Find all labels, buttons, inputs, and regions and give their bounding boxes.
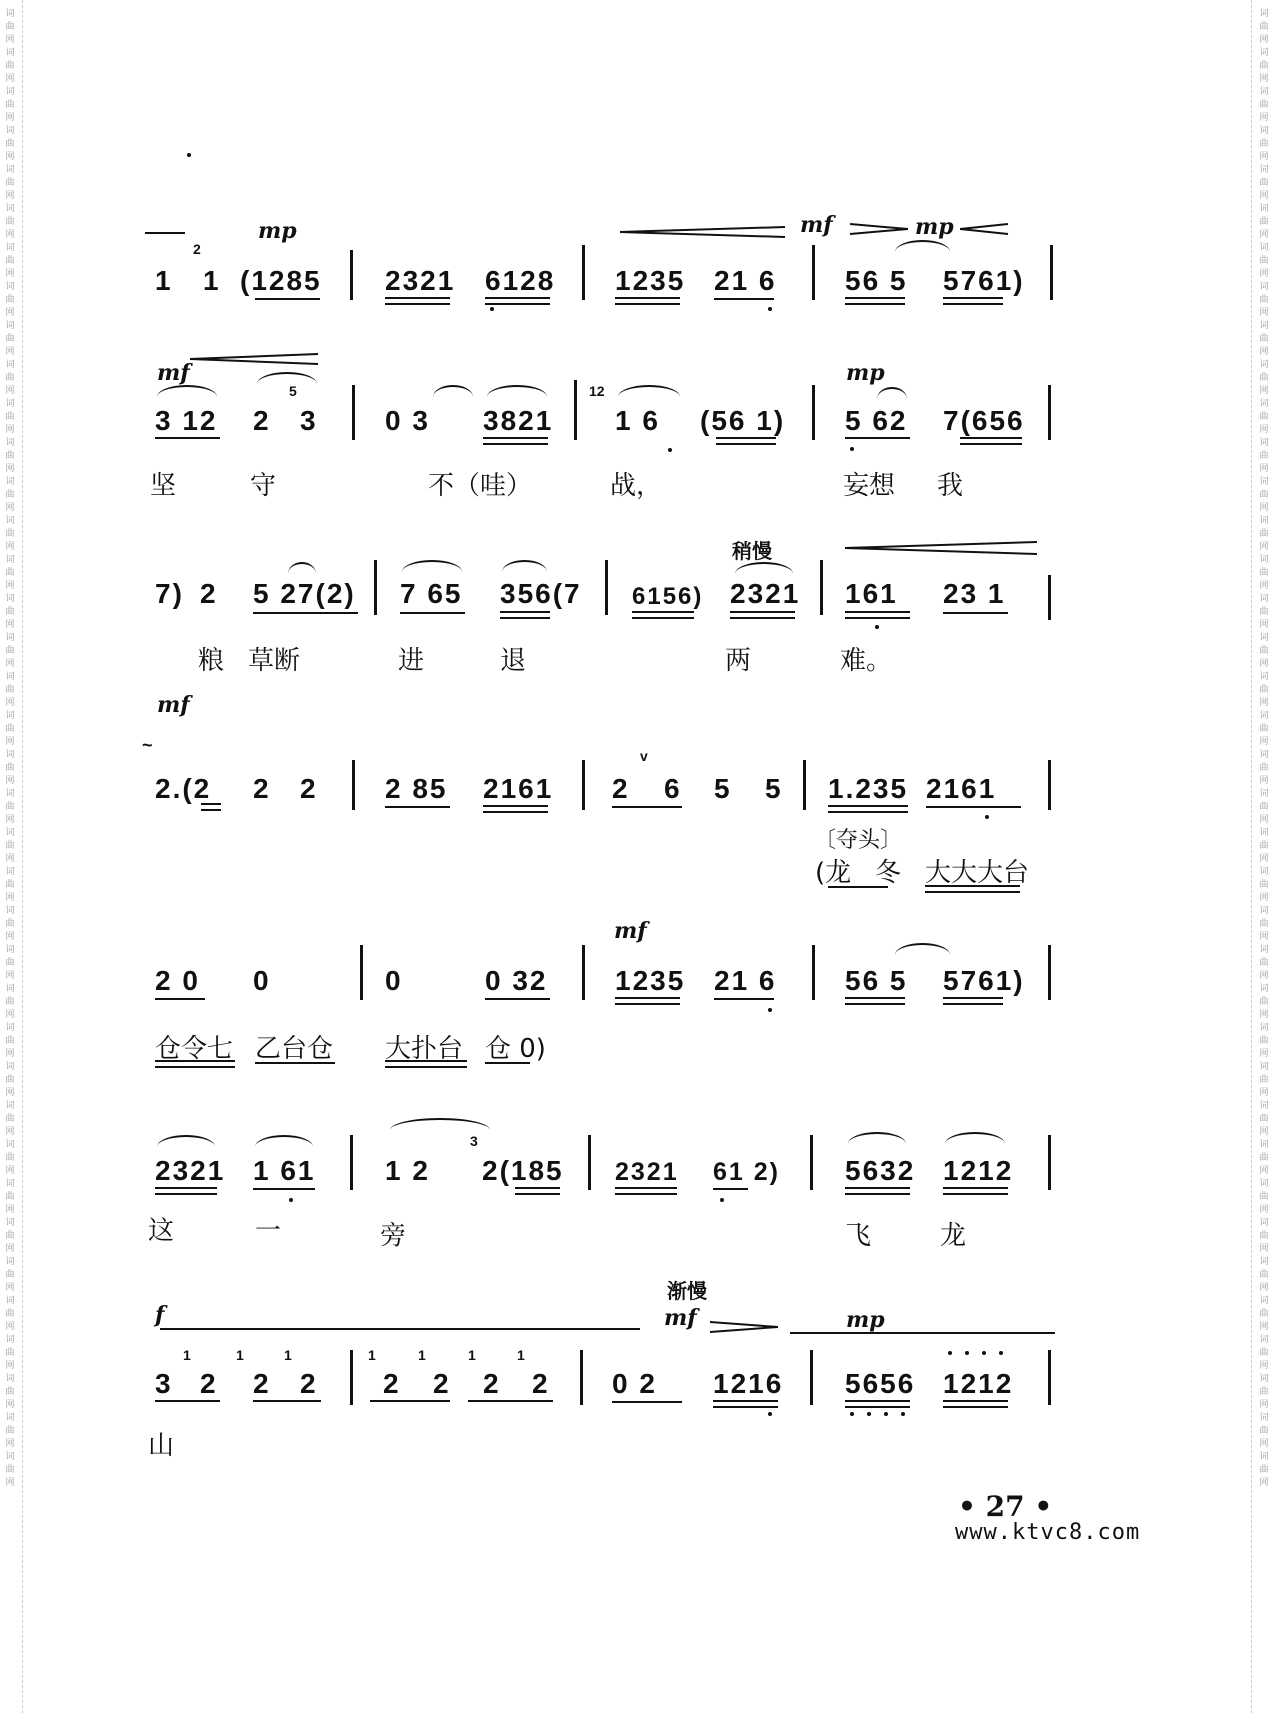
lyric: 粮 xyxy=(198,646,225,676)
note-group: 2(185 xyxy=(482,1155,564,1186)
bar-line xyxy=(820,560,823,615)
percussion-syllable: 仓 0) xyxy=(485,1034,546,1064)
page-number: • 27 • xyxy=(958,1490,1053,1523)
note-number: 2 xyxy=(483,1368,501,1399)
note-group: 1.235 xyxy=(828,773,909,804)
beam-line xyxy=(485,998,550,1000)
lyric: 两 xyxy=(725,646,752,676)
lyric: 进 xyxy=(398,646,425,676)
decrescendo-hairpin xyxy=(850,222,910,236)
dynamic-mark: mp xyxy=(258,218,297,244)
beam-line xyxy=(612,1401,682,1403)
octave-dot xyxy=(901,1412,905,1416)
grace-note: 3 xyxy=(470,1133,478,1149)
beam-line xyxy=(845,437,910,439)
bar-line xyxy=(803,760,806,810)
note-group: 5761) xyxy=(943,965,1025,996)
beam-line xyxy=(714,998,774,1000)
beam-line xyxy=(943,1187,1008,1195)
note-group: 6128 xyxy=(485,265,556,296)
note-group: 7 65 xyxy=(400,578,463,609)
beam-line xyxy=(485,1062,530,1064)
note-group: 2321 xyxy=(730,578,801,609)
beam-line xyxy=(943,297,1003,305)
octave-dot xyxy=(668,448,672,452)
note-group: 356(7 xyxy=(500,578,582,609)
note-number: 3 xyxy=(300,405,318,436)
beam-line xyxy=(400,612,465,614)
percussion-syllable: 大扑台 xyxy=(385,1034,464,1064)
decrescendo-hairpin xyxy=(710,1320,780,1334)
bar-line xyxy=(360,945,363,1000)
bar-line xyxy=(350,250,353,300)
right-edge-strip xyxy=(1251,0,1274,1713)
dynamic-mark: mf xyxy=(664,1305,697,1331)
bar-line xyxy=(582,760,585,810)
note-group: 3821 xyxy=(483,405,554,436)
beam-line xyxy=(612,806,682,808)
beam-line xyxy=(370,1400,450,1402)
percussion-syllable: 乙台仓 xyxy=(255,1034,334,1064)
slur xyxy=(877,387,907,399)
note-group: 5632 xyxy=(845,1155,916,1186)
lyric: 这 xyxy=(148,1216,175,1246)
percussion-syllable: (龙 xyxy=(815,858,852,888)
bar-line xyxy=(1048,760,1051,810)
note-group: 2 85 xyxy=(385,773,448,804)
slur xyxy=(157,1135,215,1147)
slur xyxy=(390,1118,490,1130)
octave-dot xyxy=(720,1198,724,1202)
note-group: 1212 xyxy=(943,1155,1014,1186)
octave-dot xyxy=(867,1412,871,1416)
grace-note: 5 xyxy=(289,383,297,399)
note-group: (1285 xyxy=(240,265,322,296)
bar-line xyxy=(582,945,585,1000)
note-group: 161 xyxy=(845,578,898,609)
dynamic-mark: mf xyxy=(157,692,190,718)
percussion-syllable: 仓令七 xyxy=(155,1034,234,1064)
note-group: (56 1) xyxy=(700,405,786,436)
beam-line xyxy=(925,885,1020,893)
octave-dot xyxy=(850,447,854,451)
lyric: 战， xyxy=(610,471,663,501)
note-group: 5 27(2) xyxy=(253,578,356,609)
grace-note: 1 xyxy=(236,1347,244,1363)
tie-line xyxy=(145,232,185,238)
bar-line xyxy=(810,1350,813,1405)
note-group: 7(656 xyxy=(943,405,1025,436)
note-number: 0 xyxy=(253,965,271,996)
note-group: 1212 xyxy=(943,1368,1014,1399)
site-watermark: www.ktvc8.com xyxy=(955,1520,1141,1545)
bar-line xyxy=(350,1135,353,1190)
beam-line xyxy=(253,612,358,614)
beam-line xyxy=(615,297,680,305)
bar-line xyxy=(588,1135,591,1190)
bar-line xyxy=(352,385,355,440)
octave-dot xyxy=(768,307,772,311)
bar-line xyxy=(1048,1135,1051,1190)
note-group: 21 6 xyxy=(714,965,777,996)
note-group: 23 1 xyxy=(943,578,1006,609)
crescendo-hairpin xyxy=(190,352,320,366)
octave-dot xyxy=(982,1351,986,1355)
octave-dot xyxy=(850,1412,854,1416)
grace-note: 1 xyxy=(418,1347,426,1363)
beam-line xyxy=(845,1187,910,1195)
note-number: 2 xyxy=(612,773,630,804)
bar-line xyxy=(1048,575,1051,620)
beam-line xyxy=(385,1060,467,1068)
slur xyxy=(402,560,462,572)
lyric: 山 xyxy=(148,1431,175,1461)
beam-line xyxy=(632,611,694,619)
slur xyxy=(895,240,950,252)
note-number: 0 xyxy=(385,965,403,996)
crescendo-hairpin xyxy=(620,225,790,239)
beam-line xyxy=(485,297,550,305)
beam-line xyxy=(943,997,1003,1005)
note-number: 2 xyxy=(253,773,271,804)
beam-line xyxy=(500,611,550,619)
octave-dot xyxy=(875,625,879,629)
note-number: 2 xyxy=(300,773,318,804)
note-group: 56 5 xyxy=(845,265,908,296)
beam-line xyxy=(716,437,776,445)
page-number-value: 27 xyxy=(985,1490,1025,1523)
beam-line xyxy=(730,611,795,619)
note-group: 5 62 xyxy=(845,405,908,436)
note-group: 0 2 xyxy=(612,1368,657,1399)
note-group: 2.(2 xyxy=(155,773,212,804)
lyric: 龙 xyxy=(940,1221,967,1251)
dynamic-mark: mp xyxy=(846,360,885,386)
beam-line xyxy=(483,437,548,445)
slur xyxy=(255,1135,313,1147)
lyric: 草断 xyxy=(248,646,301,676)
beam-line xyxy=(255,1062,335,1064)
octave-dot xyxy=(490,307,494,311)
slur xyxy=(487,385,547,397)
lyric: 我 xyxy=(937,471,964,501)
note-group: 2161 xyxy=(483,773,554,804)
note-number: 2 xyxy=(200,578,218,609)
note-number: 2 xyxy=(253,405,271,436)
bar-line xyxy=(574,380,577,440)
trill-mark: ~ xyxy=(142,735,153,755)
note-group: 6156) xyxy=(632,583,704,610)
beam-line xyxy=(713,1188,748,1190)
octave-dot xyxy=(985,815,989,819)
note-number: 1 xyxy=(155,265,173,296)
beam-line xyxy=(960,437,1022,445)
note-number: 2 xyxy=(200,1368,218,1399)
octave-dot xyxy=(999,1351,1003,1355)
bar-line xyxy=(580,1350,583,1405)
beam-line xyxy=(845,611,910,619)
crescendo-hairpin xyxy=(960,222,1010,236)
lyric: 飞 xyxy=(845,1221,872,1251)
beam-line xyxy=(828,886,888,888)
note-number: 2 xyxy=(383,1368,401,1399)
beam-line xyxy=(155,1400,220,1402)
note-number: 1 xyxy=(203,265,221,296)
beam-line xyxy=(201,803,221,811)
beam-line xyxy=(926,806,1021,808)
slur xyxy=(288,562,316,574)
tempo-marking: 稍慢 xyxy=(732,539,772,563)
note-number: 3 xyxy=(155,1368,173,1399)
bar-line xyxy=(582,245,585,300)
grace-note: 1 xyxy=(284,1347,292,1363)
crescendo-hairpin xyxy=(845,540,1040,556)
beam-line xyxy=(468,1400,553,1402)
note-group: 1 6 xyxy=(615,405,660,436)
dynamic-mark: mp xyxy=(846,1307,885,1333)
lyric: 不（哇） xyxy=(428,471,533,501)
beam-line xyxy=(155,998,205,1000)
note-group: 5761) xyxy=(943,265,1025,296)
beam-line xyxy=(255,298,320,300)
bar-line xyxy=(812,945,815,1000)
note-group: 1235 xyxy=(615,965,686,996)
grace-note: 1 xyxy=(368,1347,376,1363)
note-group: 61 2) xyxy=(713,1158,780,1186)
octave-dot xyxy=(768,1412,772,1416)
note-number: 2 xyxy=(532,1368,550,1399)
beam-line xyxy=(845,997,905,1005)
beam-line xyxy=(615,1187,677,1195)
beam-line xyxy=(713,1400,778,1408)
dynamic-line xyxy=(790,1332,1055,1334)
beam-line xyxy=(845,1400,910,1408)
octave-dot xyxy=(965,1351,969,1355)
bar-line xyxy=(812,385,815,440)
note-group: 2161 xyxy=(926,773,997,804)
note-group: 2 0 xyxy=(155,965,200,996)
breath-mark: v xyxy=(640,748,648,764)
slur xyxy=(257,372,317,384)
beam-line xyxy=(155,1187,217,1195)
note-group: 2321 xyxy=(155,1155,226,1186)
edge-watermark-text: 词 曲 网 词 曲 网 词 曲 网 词 曲 网 词 曲 网 词 曲 网 词 曲 网 词 曲 网 词 曲 网 词 曲 网 词 曲 网 词 曲 网 词 曲 网 词 曲 网 词 曲 网 词 曲 网 词 曲 网 词 曲 网 词 曲 网 词 曲 网 词 曲 网 词 曲 网 词 曲 网 词 曲 网 词 曲 网 词 曲 网 词 曲 网 词 曲 网 词 曲 网 词 曲 网 词 曲 网 词 曲 网 词 曲 网 词 曲 网 词 曲 网 词 曲 网 词 曲 网 词 曲 网 xyxy=(1259,9,1269,1488)
lyric: 退 xyxy=(500,646,527,676)
beam-line xyxy=(615,997,680,1005)
edge-watermark-text: 词 曲 网 词 曲 网 词 曲 网 词 曲 网 词 曲 网 词 曲 网 词 曲 网 词 曲 网 词 曲 网 词 曲 网 词 曲 网 词 曲 网 词 曲 网 词 曲 网 词 曲 网 词 曲 网 词 曲 网 词 曲 网 词 曲 网 词 曲 网 词 曲 网 词 曲 网 词 曲 网 词 曲 网 词 曲 网 词 曲 网 词 曲 网 词 曲 网 词 曲 网 词 曲 网 词 曲 网 词 曲 网 词 曲 网 词 曲 网 词 曲 网 词 曲 网 词 曲 网 词 曲 网 xyxy=(5,9,15,1488)
beam-line xyxy=(515,1187,560,1195)
slur xyxy=(618,385,680,397)
note-number: 6 xyxy=(664,773,682,804)
percussion-syllable: 大大大台 xyxy=(925,858,1030,888)
grace-note: 1 xyxy=(517,1347,525,1363)
note-group: 1 61 xyxy=(253,1155,316,1186)
bar-line xyxy=(1050,245,1053,300)
beam-line xyxy=(385,297,450,305)
beam-line xyxy=(483,805,548,813)
slur xyxy=(433,385,473,397)
bar-line xyxy=(810,1135,813,1190)
bar-line xyxy=(1048,1350,1051,1405)
bar-line xyxy=(350,1350,353,1405)
beam-line xyxy=(714,298,774,300)
slur xyxy=(157,385,217,397)
note-group: 3 12 xyxy=(155,405,218,436)
bar-line xyxy=(1048,945,1051,1000)
lyric: 旁 xyxy=(380,1221,407,1251)
bar-line xyxy=(352,760,355,810)
note-group: 1216 xyxy=(713,1368,784,1399)
beam-line xyxy=(943,1400,1008,1408)
beam-line xyxy=(155,1060,235,1068)
grace-note: 1 xyxy=(183,1347,191,1363)
beam-line xyxy=(943,612,1008,614)
octave-dot xyxy=(884,1412,888,1416)
left-edge-strip xyxy=(0,0,23,1713)
note-group: 21 6 xyxy=(714,265,777,296)
octave-dot xyxy=(289,1198,293,1202)
beam-line xyxy=(155,437,220,439)
beam-line xyxy=(828,805,908,813)
note-number: 2 xyxy=(253,1368,271,1399)
bar-line xyxy=(374,560,377,615)
dynamic-mark: mf xyxy=(157,360,190,386)
grace-note: 2 xyxy=(193,241,201,257)
note-number: 2 xyxy=(433,1368,451,1399)
bar-line xyxy=(605,560,608,615)
octave-dot xyxy=(948,1351,952,1355)
tempo-marking: 渐慢 xyxy=(667,1279,707,1303)
note-group: 7) xyxy=(155,578,184,609)
note-group: 1235 xyxy=(615,265,686,296)
note-group: 2321 xyxy=(385,265,456,296)
octave-dot xyxy=(768,1008,772,1012)
dynamic-mark: f xyxy=(155,1302,165,1328)
dynamic-mark: mf xyxy=(614,918,647,944)
beam-line xyxy=(385,806,450,808)
beam-line xyxy=(845,297,905,305)
note-number: 2 xyxy=(300,1368,318,1399)
slur xyxy=(945,1132,1005,1144)
speck xyxy=(187,153,191,157)
note-group: 0 32 xyxy=(485,965,548,996)
grace-note: 12 xyxy=(589,383,605,399)
percussion-label: 〔夺头〕 xyxy=(814,828,903,853)
beam-line xyxy=(253,1400,321,1402)
note-group: 5656 xyxy=(845,1368,916,1399)
slur xyxy=(848,1132,906,1144)
note-group: 0 3 xyxy=(385,405,430,436)
beam-line xyxy=(253,1188,315,1190)
note-number: 5 xyxy=(714,773,732,804)
dynamic-mark: mp xyxy=(915,214,954,240)
note-number: 5 xyxy=(765,773,783,804)
slur xyxy=(895,943,950,955)
bar-line xyxy=(1048,385,1051,440)
note-group: 1 2 xyxy=(385,1155,430,1186)
slur xyxy=(502,560,547,572)
bar-line xyxy=(812,245,815,300)
note-group: 56 5 xyxy=(845,965,908,996)
note-group: 2321 xyxy=(615,1158,679,1186)
percussion-syllable: 冬 xyxy=(875,858,902,888)
dynamic-mark: mf xyxy=(800,212,833,238)
crescendo-line xyxy=(160,1328,640,1330)
lyric: 坚 xyxy=(150,471,177,501)
lyric: 守 xyxy=(250,471,277,501)
grace-note: 1 xyxy=(468,1347,476,1363)
lyric: 一 xyxy=(255,1216,282,1246)
lyric: 难。 xyxy=(840,646,893,676)
lyric: 妄想 xyxy=(843,471,896,501)
